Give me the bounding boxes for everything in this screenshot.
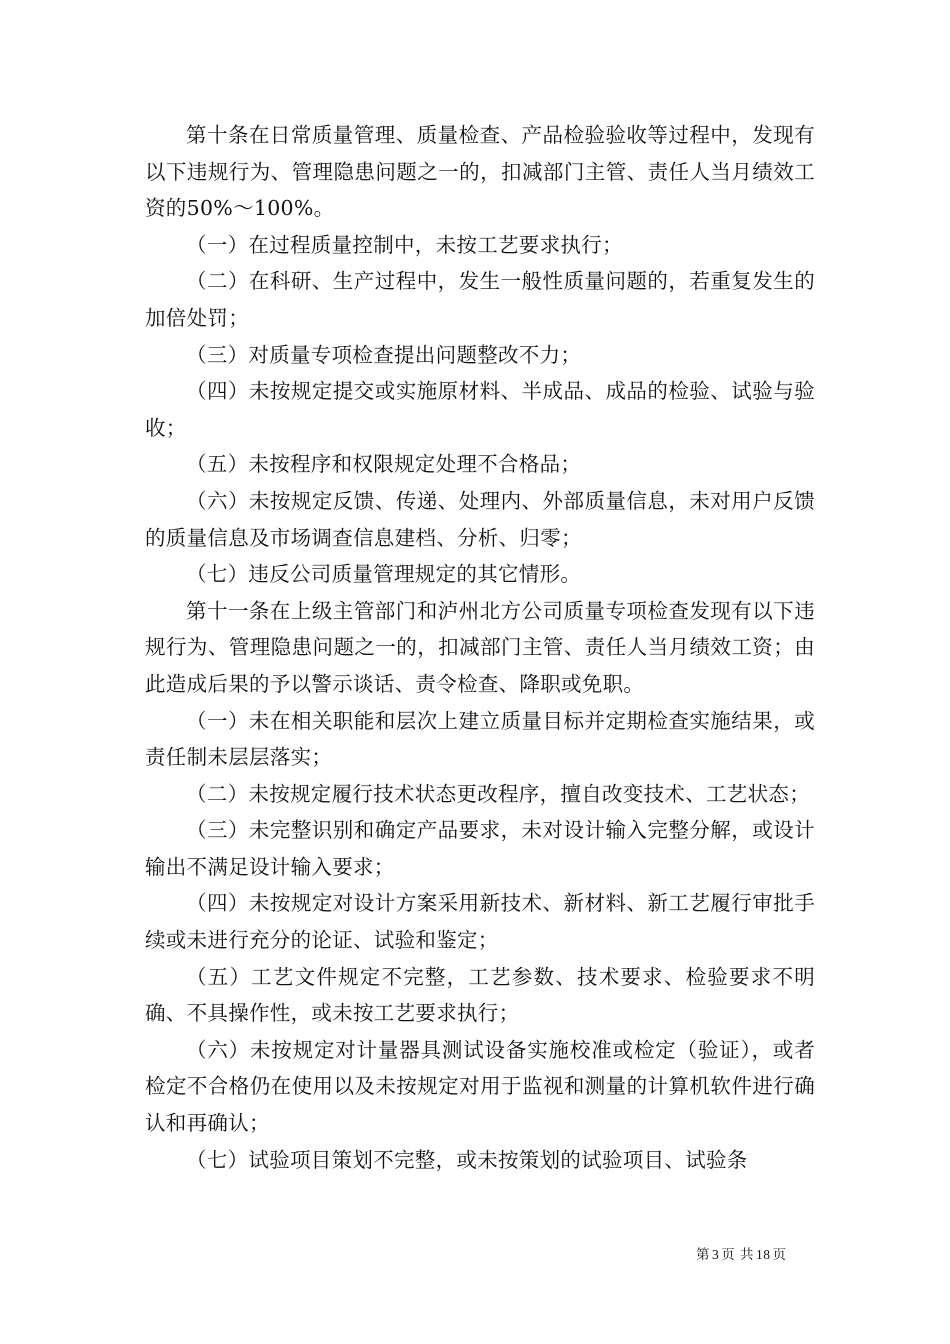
clause-item: （一）在过程质量控制中，未按工艺要求执行；: [186, 232, 623, 257]
article-11-paragraph: 第十一条在上级主管部门和泸州北方公司质量专项检查发现有以下违规行为、管理隐患问题之一的，扣减部门主管、责任人当月绩效工资；由此造成后果的予以警示谈话、责令检查、降职或免职。: [145, 598, 815, 696]
clause-item: （七）违反公司质量管理规定的其它情形。: [186, 562, 582, 587]
clause-item: （四）未按规定对设计方案采用新技术、新材料、新工艺履行审批手续或未进行充分的论证、试验和鉴定；: [145, 891, 815, 953]
clause-item: （五）工艺文件规定不完整，工艺参数、技术要求、检验要求不明确、不具操作性，或未按工艺要求执行；: [145, 964, 815, 1026]
clause-item: （三）未完整识别和确定产品要求，未对设计输入完整分解，或设计输出不满足设计输入要求；: [145, 818, 815, 879]
current-page-number: 3: [712, 1247, 720, 1262]
article-10-paragraph: 第十条在日常质量管理、质量检查、产品检验验收等过程中，发现有以下违规行为、管理隐患问题之一的，扣减部门主管、责任人当月绩效工资的50%～100%。: [145, 123, 815, 221]
page-number-footer: [696, 1246, 787, 1264]
clause-item: （六）未按规定对计量器具测试设备实施校准或检定（验证），或者检定不合格仍在使用以及未按规定对用于监视和测量的计算机软件进行确认和再确认；: [145, 1037, 815, 1136]
page-prefix: 第: [696, 1247, 710, 1263]
page-middle: 页 共: [721, 1247, 755, 1263]
clause-item: （六）未按规定反馈、传递、处理内、外部质量信息，未对用户反馈的质量信息及市场调查信息建档、分析、归零；: [145, 488, 815, 550]
clause-item: （五）未按程序和权限规定处理不合格品；: [186, 452, 582, 477]
clause-item: （七）试验项目策划不完整，或未按策划的试验项目、试验条: [186, 1147, 748, 1172]
clause-item: （四）未按规定提交或实施原材料、半成品、成品的检验、试验与验收；: [145, 379, 815, 440]
page-suffix: 页: [772, 1247, 787, 1263]
clause-item: （二）未按规定履行技术状态更改程序，擅自改变技术、工艺状态；: [186, 781, 810, 806]
clause-item: （三）对质量专项检查提出问题整改不力；: [186, 342, 582, 367]
clause-item: （二）在科研、生产过程中，发生一般性质量问题的，若重复发生的加倍处罚；: [145, 269, 815, 330]
document-body: [145, 117, 815, 1178]
clause-item: （一）未在相关职能和层次上建立质量目标并定期检查实施结果，或责任制未层层落实；: [145, 708, 815, 770]
total-page-count: 18: [756, 1247, 771, 1262]
